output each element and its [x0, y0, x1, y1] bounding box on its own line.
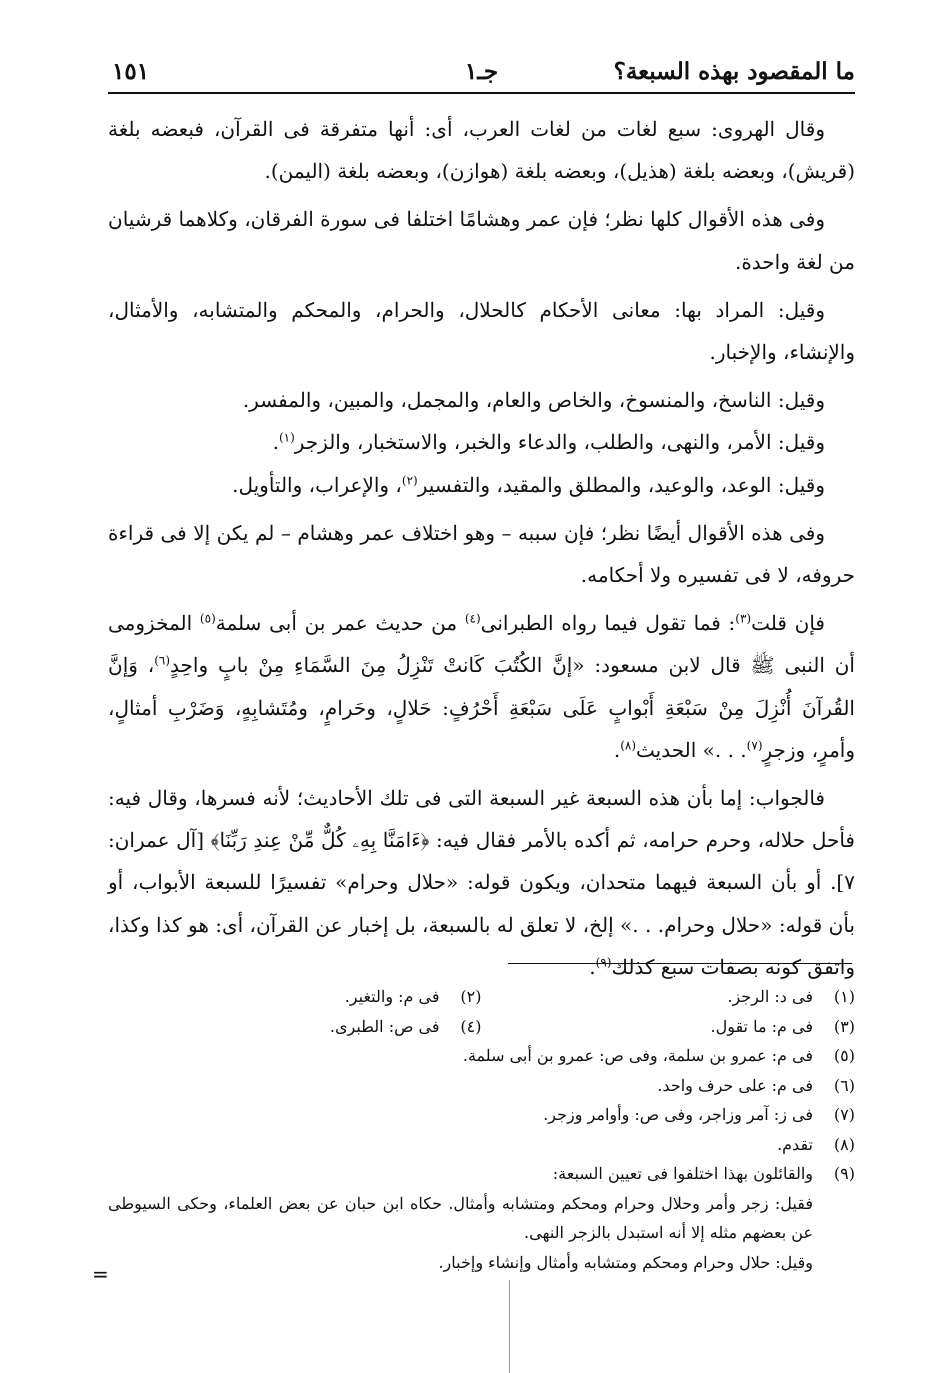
paragraph-amr: وقيل: الأمر، والنهى، والطلب، والدعاء والخبر، والاستخبار، والزجر$^{(١)}$. [272, 430, 825, 455]
chapter-title: ما المقصود بهذه السبعة؟ [613, 58, 855, 85]
footnote-4: (٤) فى ص: الطبرى. [329, 1016, 482, 1036]
paragraph-herawi: وقال الهروى: سبع لغات من لغات العرب، أى: أنها متفرقة فى القرآن، فبعضه بلغة (قريش)، وبعضه بلغة (هذيل)، وبعضه بلغة (هوازن)، وبعضه بلغة (اليمن). [108, 117, 855, 184]
footnote-ref: (١) [278, 430, 295, 445]
footnote-ref: (٤) [464, 611, 481, 626]
footnote-7: (٧) فى ز: آمر وزاجر، وفى ص: وأوامر وزجر. [543, 1105, 855, 1124]
paragraph-objection-2: وفى هذه الأقوال أيضًا نظر؛ فإن سببه – وهو اختلاف عمر وهشام – لم يكن إلا فى قراءة حروفه، لا فى تفسيره ولا أحكامه. [108, 520, 855, 588]
footnote-ref: (٩) [595, 955, 612, 970]
footnote-6: (٦) فى م: على حرف واحد. [657, 1075, 855, 1095]
margin-mark: = [92, 1262, 109, 1286]
running-header [108, 56, 855, 94]
footnote-ref: (٧) [746, 738, 763, 753]
scan-artifact-line [509, 1280, 510, 1373]
footnote-9-details [108, 1189, 855, 1278]
footnotes [108, 982, 855, 1277]
page-number: ١٥١ [112, 58, 150, 85]
footnote-8: (٨) تقدم. [777, 1134, 855, 1154]
footnote-3: (٣) فى م: ما تقول. [710, 1016, 855, 1036]
footnote-separator [508, 963, 852, 964]
footnote-ref: (٥) [199, 611, 216, 626]
paragraph-answer: فالجواب: إما بأن هذه السبعة غير السبعة التى فى تلك الأحاديث؛ لأنه فسرها، وقال فيه: فأحل حلاله، وحرم حرامه، ثم أكده بالأمر فقال فيه: ﴿ءَامَنَّا بِهِۦ كُلٌّ مِّنْ عِندِ رَبِّنَا﴾ [آل عمران: ٧]. أو بأن السبعة فيهما متحدان، ويكون قوله: «حلال وحرام» تفسيرًا للسبعة الأبواب، أو بأن قوله: «حلال وحرام. . .» إلخ، لا تعلق له بالسبعة، بل إخبار عن القرآن، أى: هو كذا وكذا، واتفق كونه بصفات سبع كذلك$^{(٩)}$. [108, 786, 855, 979]
main-text [108, 108, 855, 988]
volume-label: جـ١ [464, 58, 499, 85]
footnote-2: (٢) فى م: والتغير. [344, 987, 482, 1006]
footnote-9-opinion-2: وقيل: حلال وحرام ومحكم ومتشابه وأمثال وإنشاء وإخبار. [438, 1252, 813, 1272]
footnote-ref: (٣) [735, 611, 752, 626]
footnote-row [108, 1012, 855, 1042]
paragraph-question: فإن قلت$^{(٣)}$: فما تقول فيما رواه الطبرانى$^{(٤)}$ من حديث عمر بن أبى سلمة$^{(٥)}$ المخزومى أن النبى ﷺ قال لابن مسعود: «إنَّ الكُتُبَ كَانتْ تَنْزِلُ مِنَ السَّمَاءِ مِنْ بابٍ واحِدٍ$^{(٦)}$، وَإنَّ القُرآنَ أُنْزِلَ مِنْ سَبْعَةِ أَبْوابٍ عَلَى سَبْعَةِ أَحْرُفٍ: حَلالٍ، وحَرامٍ، ومُتَشابِهٍ، وَضَرْبِ أمثالٍ، وأمرٍ، وزجرٍ$^{(٧)}$. . .» الحديث$^{(٨)}$. [108, 611, 855, 762]
footnote-ref: (٦) [154, 653, 171, 668]
footnote-row [108, 982, 855, 1012]
footnote-9: (٩) والقائلون بهذا اختلفوا فى تعيين السبعة: [552, 1164, 855, 1183]
footnote-9-opinion-1: فقيل: زجر وأمر وحلال وحرام ومحكم ومتشابه وأمثال. حكاه ابن حبان عن بعض العلماء، وحكى السيوطى عن بعضهم مثله إلا أنه استبدل بالزجر النهى. [108, 1193, 813, 1242]
paragraph-objection-1: وفى هذه الأقوال كلها نظر؛ فإن عمر وهشامًا اختلفا فى سورة الفرقان، وكلاهما قرشيان من لغة واحدة. [108, 207, 855, 274]
footnote-ref: (٢) [401, 472, 418, 487]
footnote-5: (٥) فى م: عمرو بن سلمة، وفى ص: عمرو بن أبى سلمة. [462, 1046, 855, 1065]
footnote-1: (١) فى د: الرجز. [727, 987, 855, 1006]
paragraph-waad: وقيل: الوعد، والوعيد، والمطلق والمقيد، والتفسير$^{(٢)}$، والإعراب، والتأويل. [232, 472, 825, 497]
footnote-ref: (٨) [620, 738, 637, 753]
paragraph-meanings: وقيل: المراد بها: معانى الأحكام كالحلال، والحرام، والمحكم والمتشابه، والأمثال، والإنشاء، والإخبار. [108, 297, 855, 365]
paragraph-nasikh: وقيل: الناسخ، والمنسوخ، والخاص والعام، والمجمل، والمبين، والمفسر. [242, 388, 825, 413]
